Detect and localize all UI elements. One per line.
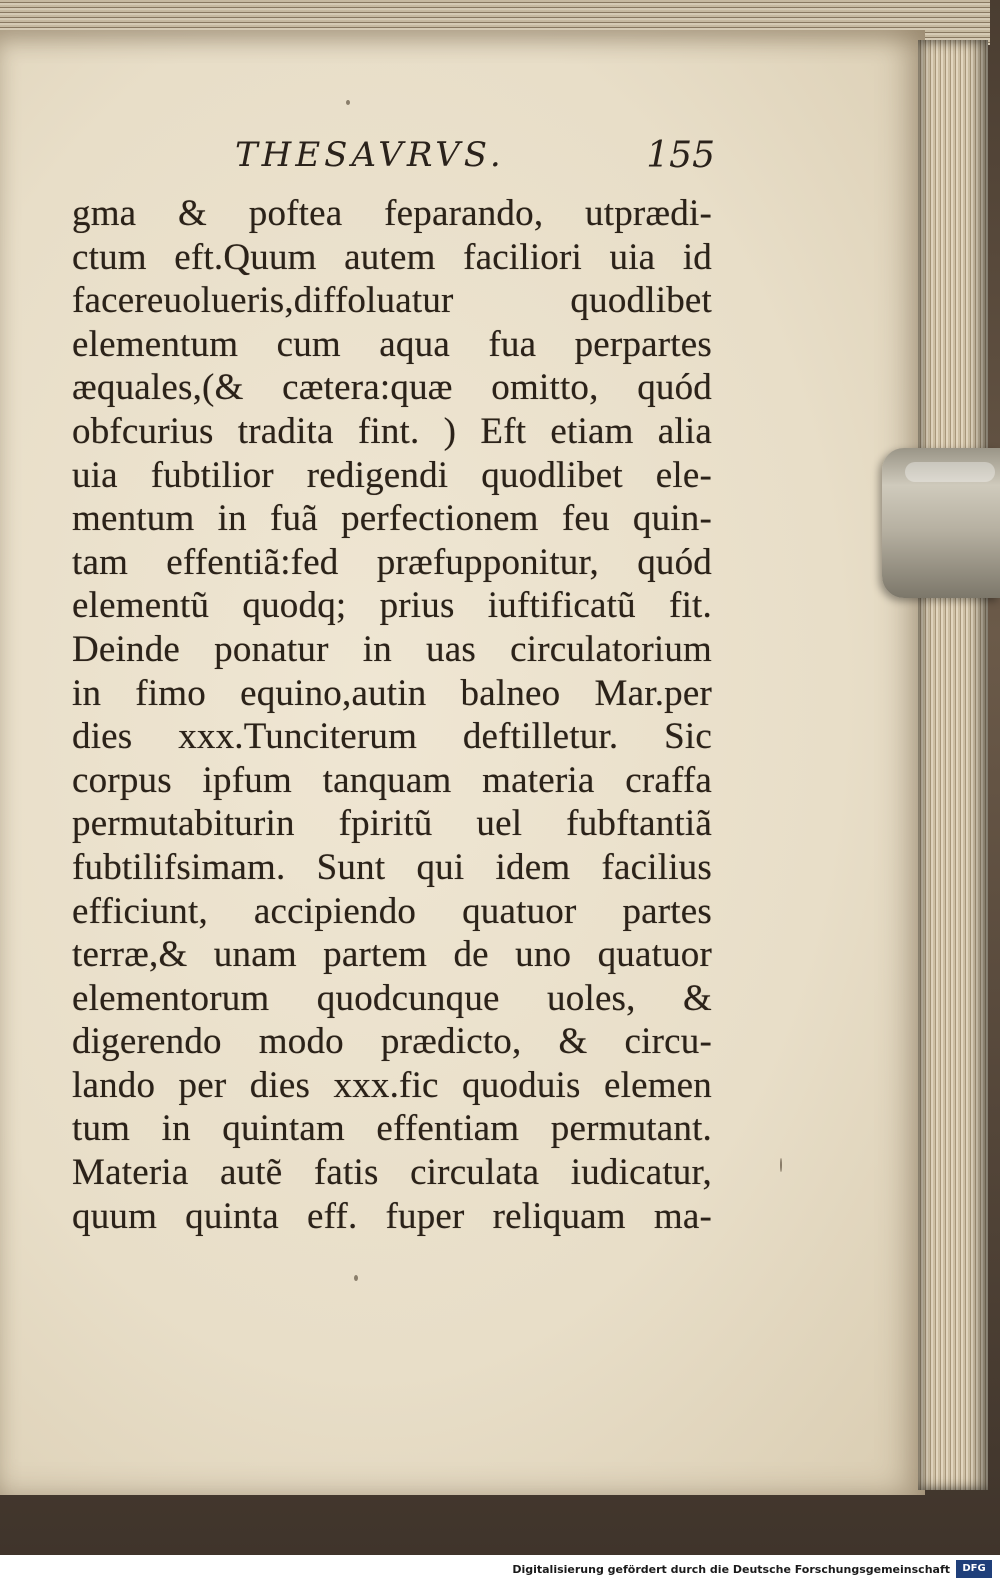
text-line: Materia autẽ fatis circulata iudicatur, — [72, 1152, 712, 1194]
text-line: in fimo equino,autin balneo Mar.per — [72, 672, 712, 714]
text-line: terræ,& unam partem de uno quatuor — [72, 934, 712, 976]
page-number: 155 — [646, 135, 715, 176]
ink-blemish — [780, 1158, 782, 1172]
body-text — [72, 192, 712, 1238]
text-line: quum quinta eff. fuper reliquam ma- — [72, 1195, 712, 1237]
dfg-logo-icon: DFG — [956, 1560, 992, 1578]
text-line: digerendo modo prædicto, & circu- — [72, 1021, 712, 1063]
ink-blemish — [354, 1275, 358, 1281]
digitization-credit: Digitalisierung gefördert durch die Deutsche Forschungsgemeinschaft — [512, 1563, 950, 1576]
text-line: permutabiturin fpiritũ uel fubftantiã — [72, 803, 712, 845]
text-line: obfcurius tradita fint. ) Eft etiam alia — [72, 410, 712, 452]
text-line: facereuolueris,diffoluatur quodlibet — [72, 280, 712, 322]
text-line: fubtilifsimam. Sunt qui idem facilius — [72, 846, 712, 888]
text-line: Deinde ponatur in uas circulatorium — [72, 628, 712, 670]
text-line: lando per dies xxx.fic quoduis elemen — [72, 1064, 712, 1106]
text-line: elementum cum aqua fua perpartes — [72, 323, 712, 365]
running-title: THESAVRVS. — [235, 135, 505, 175]
text-line: corpus ipfum tanquam materia craffa — [72, 759, 712, 801]
running-header — [235, 135, 715, 185]
text-line: elementũ quodq; prius iuftificatũ fit. — [72, 585, 712, 627]
text-line: dies xxx.Tunciterum deftilletur. Sic — [72, 716, 712, 758]
text-line: tam effentiã:fed præfupponitur, quód — [72, 541, 712, 583]
text-line: tum in quintam effentiam permutant. — [72, 1108, 712, 1150]
right-page-edges — [918, 40, 988, 1490]
ink-blemish — [346, 100, 350, 105]
text-line: gma & poftea feparando, utprædi- — [72, 193, 712, 234]
text-line: uia fubtilior redigendi quodlibet ele- — [72, 454, 712, 496]
text-line: elementorum quodcunque uoles, & — [72, 977, 712, 1019]
text-line: efficiunt, accipiendo quatuor partes — [72, 890, 712, 932]
page-clip-highlight — [905, 462, 995, 482]
text-line: ctum eft.Quum autem faciliori uia id — [72, 236, 712, 278]
text-line: mentum in fuã perfectionem feu quin- — [72, 498, 712, 540]
text-line: æquales,(& cætera:quæ omitto, quód — [72, 367, 712, 409]
